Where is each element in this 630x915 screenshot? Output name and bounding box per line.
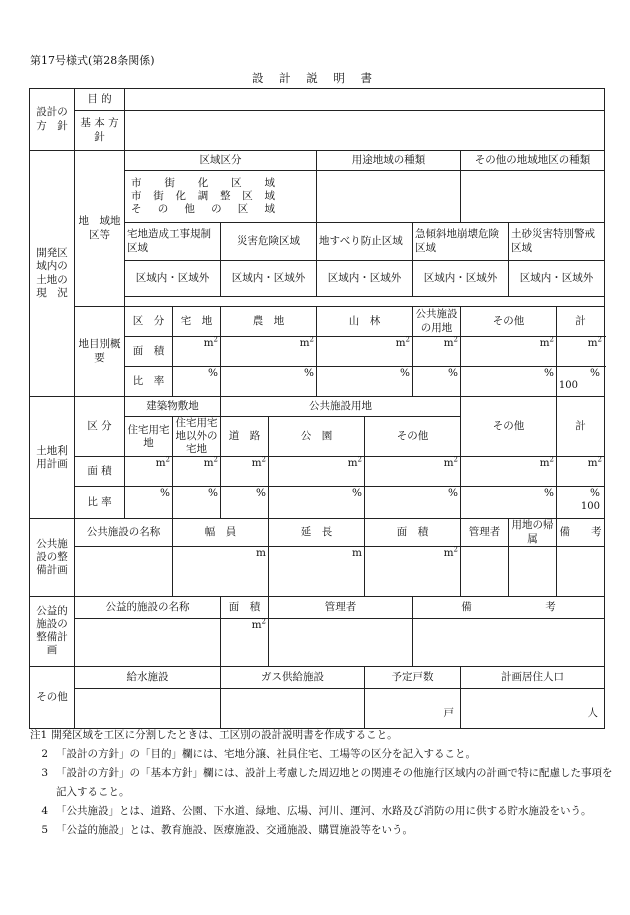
summary-area-residential[interactable]: $m^2$ xyxy=(173,337,221,367)
pf-manager-field[interactable] xyxy=(461,546,509,596)
plan-ratio-label: 比 率 xyxy=(75,487,125,519)
summary-ratio-public[interactable]: % xyxy=(413,367,461,397)
plan-area-other-public[interactable]: $m^2$ xyxy=(365,457,461,487)
summary-col-forest: 山 林 xyxy=(317,307,413,337)
basic-policy-label: 基 本 方 針 xyxy=(75,111,125,151)
planned-population-header: 計画居住人口 xyxy=(461,666,605,688)
plan-total-header: 計 xyxy=(557,397,605,457)
other-zone-field[interactable] xyxy=(461,171,605,223)
summary-ratio-residential[interactable]: % xyxy=(173,367,221,397)
summary-kubun-label: 区 分 xyxy=(125,307,173,337)
zone-class-other[interactable]: そ の 他 の 区 域 xyxy=(131,203,275,216)
gas-supply-header: ガス供給施設 xyxy=(221,666,365,688)
plan-road-header: 道 路 xyxy=(221,417,269,457)
inout-selector-4[interactable]: 区域内・区域外 xyxy=(413,261,509,297)
bf-area-field[interactable]: $m^2$ xyxy=(221,618,269,666)
zone-group-label: 地 域地区等 xyxy=(75,151,125,307)
summary-col-residential: 宅 地 xyxy=(173,307,221,337)
note-4: 4 「公共施設」とは、道路、公園、下水道、緑地、広場、河川、運河、水路及び消防の用に供する貯水施設をいう。 xyxy=(41,805,592,817)
gas-supply-field[interactable] xyxy=(221,688,365,728)
regulated-zone-4: 急傾斜地崩壊危険区域 xyxy=(413,223,509,261)
plan-ratio-other[interactable]: % xyxy=(461,487,557,519)
regulated-zone-1: 宅地造成工事規制区域 xyxy=(125,223,221,261)
plan-ratio-park[interactable]: % xyxy=(269,487,365,519)
pf-length-header: 延 長 xyxy=(269,519,365,546)
water-supply-header: 給水施設 xyxy=(75,666,221,688)
page-title: 設 計 説 明 書 xyxy=(251,71,379,85)
purpose-field[interactable] xyxy=(125,89,605,111)
note-2: 2 「設計の方針」の「目的」欄には、宅地分譲、社員住宅、工場等の区分を記入すること。 xyxy=(41,748,476,760)
benefit-facilities-section-label: 公益的施設の整備計画 xyxy=(30,596,75,666)
bf-remarks-header: 備 考 xyxy=(413,596,605,618)
plan-ratio-road[interactable]: % xyxy=(221,487,269,519)
plan-ratio-non-housing[interactable]: % xyxy=(173,487,221,519)
summary-ratio-forest[interactable]: % xyxy=(317,367,413,397)
planned-population-field[interactable]: 人 xyxy=(461,688,605,728)
regulated-zone-3: 地すべり防止区域 xyxy=(317,223,413,261)
summary-ratio-label: 比 率 xyxy=(125,367,173,397)
regulated-zone-5: 土砂災害特別警戒区域 xyxy=(509,223,605,261)
inout-selector-3[interactable]: 区域内・区域外 xyxy=(317,261,413,297)
summary-col-other: その他 xyxy=(461,307,557,337)
plan-ratio-total[interactable]: % 100 xyxy=(557,487,605,519)
zone-class-options[interactable] xyxy=(125,171,317,223)
purpose-label: 目 的 xyxy=(75,89,125,111)
summary-ratio-other[interactable]: % xyxy=(461,367,557,397)
pf-length-field[interactable]: m xyxy=(269,546,365,596)
policy-section-label: 設計の方 針 xyxy=(30,89,75,151)
other-zone-header: その他の地域地区の種類 xyxy=(461,151,605,171)
summary-area-farmland[interactable]: $m^2$ xyxy=(221,337,317,367)
pf-manager-header: 管理者 xyxy=(461,519,509,546)
planned-units-field[interactable]: 戸 xyxy=(365,688,461,728)
design-explanation-table xyxy=(29,88,605,729)
summary-col-public: 公共施設の用地 xyxy=(413,307,461,337)
plan-other-header: その他 xyxy=(461,397,557,457)
planned-units-header: 予定戸数 xyxy=(365,666,461,688)
pf-remarks-header: 備 考 xyxy=(557,519,605,546)
bf-manager-field[interactable] xyxy=(269,618,413,666)
other-section-label: その他 xyxy=(30,666,75,728)
regulated-zone-2: 災害危険区域 xyxy=(221,223,317,261)
plan-park-header: 公 園 xyxy=(269,417,365,457)
landuse-summary-label: 地目別概 要 xyxy=(75,307,125,397)
plan-ratio-other-public[interactable]: % xyxy=(365,487,461,519)
plan-kubun-label: 区 分 xyxy=(75,397,125,457)
summary-area-other[interactable]: $m^2$ xyxy=(461,337,557,367)
plan-area-park[interactable]: $m^2$ xyxy=(269,457,365,487)
pf-name-field[interactable] xyxy=(75,546,173,596)
bf-name-field[interactable] xyxy=(75,618,221,666)
bf-area-header: 面 積 xyxy=(221,596,269,618)
pf-width-field[interactable]: m xyxy=(173,546,269,596)
plan-building-site-header: 建築物敷地 xyxy=(125,397,221,417)
pf-land-ownership-header: 用地の帰属 xyxy=(509,519,557,546)
summary-area-total[interactable]: $m^2$ xyxy=(557,337,605,367)
spacer-row xyxy=(125,297,605,307)
summary-area-label: 面 積 xyxy=(125,337,173,367)
plan-area-road[interactable]: $m^2$ xyxy=(221,457,269,487)
plan-ratio-housing[interactable]: % xyxy=(125,487,173,519)
inout-selector-2[interactable]: 区域内・区域外 xyxy=(221,261,317,297)
basic-policy-field[interactable] xyxy=(125,111,605,151)
plan-area-label: 面 積 xyxy=(75,457,125,487)
summary-ratio-total[interactable]: % 100 xyxy=(557,367,605,397)
plan-housing-header: 住宅用宅 地 xyxy=(125,417,173,457)
plan-area-non-housing[interactable]: $m^2$ xyxy=(173,457,221,487)
summary-area-public[interactable]: $m^2$ xyxy=(413,337,461,367)
note-5: 5 「公益的施設」とは、教育施設、医療施設、交通施設、購買施設等をいう。 xyxy=(41,824,413,836)
plan-public-site-header: 公共施設用地 xyxy=(221,397,461,417)
form-number: 第17号様式(第28条関係) xyxy=(30,54,155,67)
summary-col-total: 計 xyxy=(557,307,605,337)
summary-ratio-farmland[interactable]: % xyxy=(221,367,317,397)
note-3: 3 「設計の方針」の「基本方針」欄には、設計上考慮した周辺地との関連その他施行区域内の計画で特に配慮した事項を記入すること。 xyxy=(41,767,613,798)
inout-selector-1[interactable]: 区域内・区域外 xyxy=(125,261,221,297)
pf-width-header: 幅 員 xyxy=(173,519,269,546)
bf-name-header: 公益的施設の名称 xyxy=(75,596,221,618)
note-1: 注1 開発区域を工区に分割したときは、工区別の設計説明書を作成すること。 xyxy=(30,729,398,741)
pf-area-field[interactable]: $m^2$ xyxy=(365,546,461,596)
summary-col-farmland: 農 地 xyxy=(221,307,317,337)
zone-class-urbanization[interactable]: 市 街 化 区 域 xyxy=(131,176,275,189)
plan-area-total[interactable]: $m^2$ xyxy=(557,457,605,487)
bf-remarks-field[interactable] xyxy=(413,618,605,666)
use-zone-header: 用途地域の種類 xyxy=(317,151,461,171)
plan-other-public-header: その他 xyxy=(365,417,461,457)
plan-area-other[interactable]: $m^2$ xyxy=(461,457,557,487)
summary-area-forest[interactable]: $m^2$ xyxy=(317,337,413,367)
landuse-plan-section-label: 土地利用計画 xyxy=(30,397,75,519)
pf-remarks-field[interactable] xyxy=(557,546,605,596)
zone-class-adjustment[interactable]: 市 街 化 調 整 区 域 xyxy=(131,189,275,202)
water-supply-field[interactable] xyxy=(75,688,221,728)
land-status-section-label: 開発区域内の土地の現 況 xyxy=(30,151,75,397)
use-zone-field[interactable] xyxy=(317,171,461,223)
pf-area-header: 面 積 xyxy=(365,519,461,546)
zone-class-header: 区域区分 xyxy=(125,151,317,171)
pf-land-ownership-field[interactable] xyxy=(509,546,557,596)
notes-section xyxy=(30,726,615,840)
pf-name-header: 公共施設の名称 xyxy=(75,519,173,546)
public-facilities-section-label: 公共施設の整備計画 xyxy=(30,519,75,596)
plan-non-housing-header: 住宅用宅地以外の宅地 xyxy=(173,417,221,457)
bf-manager-header: 管理者 xyxy=(269,596,413,618)
plan-area-housing[interactable]: $m^2$ xyxy=(125,457,173,487)
inout-selector-5[interactable]: 区域内・区域外 xyxy=(509,261,605,297)
